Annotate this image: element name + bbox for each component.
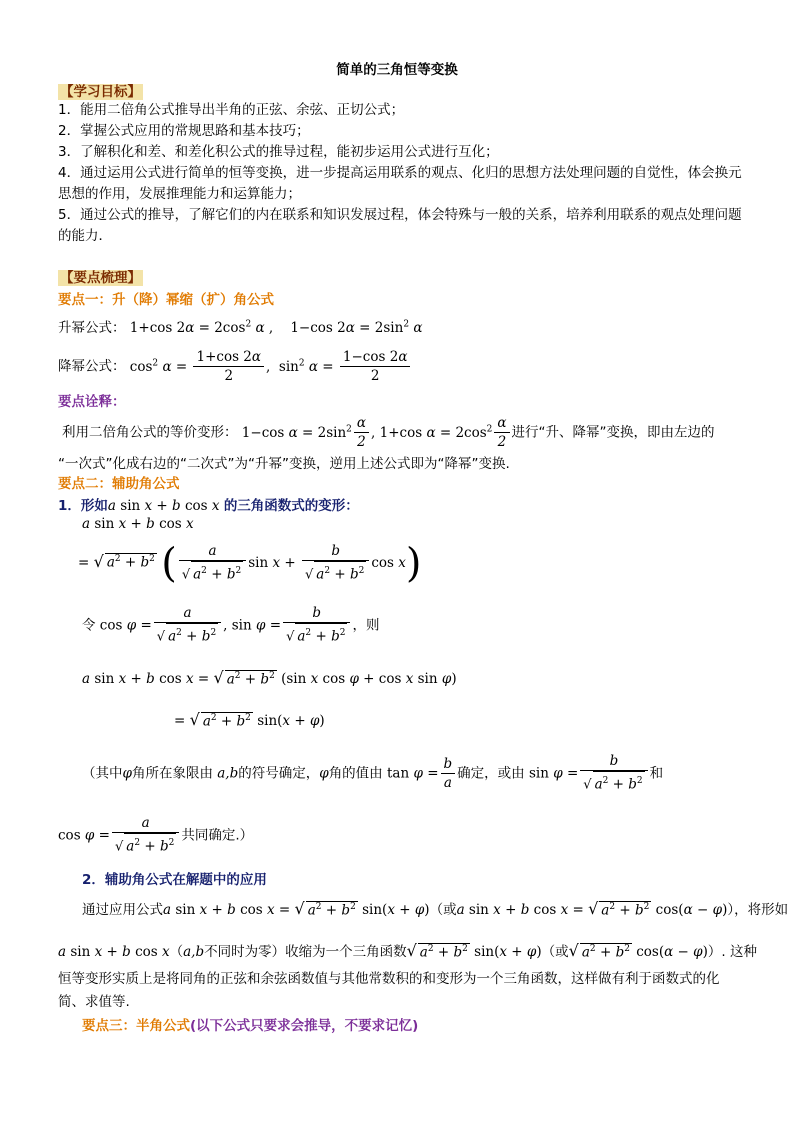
app-line1: 通过应用公式a sin x + b cos x = √ $a^2 + b^2$ sin(x + φ)（或a sin x + b cos x = √ $a^2 + b^2$ cos(α − φ)），将形如 bbox=[82, 899, 789, 918]
app-line2: a sin x + b cos x（a,b不同时为零）收缩为一个三角函数√ $a^2 + b^2$ sin(x + φ)（或√ $a^2 + b^2$ cos(α − φ)）. 这种 bbox=[58, 941, 757, 960]
sub2-heading: 2．辅助角公式在解题中的应用 bbox=[82, 872, 267, 888]
goal-item: 3．了解积化和差、和差化积公式的推导过程，能初步运用公式进行互化； bbox=[58, 144, 499, 160]
point3-heading: 要点三：半角公式(以下公式只要求会推导，不要求记忆) bbox=[82, 1018, 419, 1034]
raise-label: 升幂公式： bbox=[58, 320, 126, 336]
raise-formula: 升幂公式： 1+cos $2\alpha = 2\cos^2$ α , 1−cos $2\alpha = 2\sin^2$ α bbox=[58, 319, 423, 336]
note-line1: （其中φ角所在象限由 a,b的符号确定，φ角的值由 tan φ = $\frac{b}{a}$ 确定，或由 sin φ = $\frac{b}{√ a^2 + b^2}$ 和 bbox=[82, 753, 664, 793]
point1-heading: 要点一：升（降）幂缩（扩）角公式 bbox=[58, 292, 274, 308]
goals-list bbox=[58, 100, 742, 247]
goal-item: 2．掌握公式应用的常规思路和基本技巧； bbox=[58, 123, 310, 139]
eq-line2: = √ $a^2 + b^2$ ( $\frac{a}{√ a^2 + b^2}$ sin x + $\frac{b}{√ a^2 + b^2}$ cos x) bbox=[78, 540, 422, 587]
goal-item: 1．能用二倍角公式推导出半角的正弦、余弦、正切公式； bbox=[58, 102, 405, 118]
eq-line4: = √ $a^2 + b^2$ sin(x + φ) bbox=[174, 710, 325, 729]
lower-label: 降幂公式： bbox=[58, 358, 126, 375]
page-title: 简单的三角恒等变换 bbox=[336, 62, 458, 78]
explain-heading: 要点诠释： bbox=[58, 394, 126, 410]
goals-heading: 【学习目标】 bbox=[60, 84, 141, 100]
eq-line3: a sin x + b cos x = √ $a^2 + b^2$ (sin x cos φ + cos x sin φ) bbox=[82, 668, 457, 687]
eq-line1: a sin x + b cos x bbox=[82, 516, 194, 532]
eq-let: 令 cos φ = $\frac{a}{√ a^2 + b^2}$ , sin φ = $\frac{b}{√ a^2 + b^2}$ ，则 bbox=[82, 605, 380, 645]
lower-formula: 降幂公式： $\cos^2 \alpha$ = $\frac{1+\cos 2\alpha}{2}$ , $\sin^2 \alpha$ = $\frac{1-\cos 2\alpha}{2}$ bbox=[58, 348, 412, 385]
note-line2: cos φ = $\frac{a}{√ a^2 + b^2}$ 共同确定.） bbox=[58, 815, 254, 855]
explain-line2: “一次式”化成右边的“二次式”为“升幂”变换，逆用上述公式即为“降幂”变换. bbox=[58, 456, 510, 472]
goal-item: 5．通过公式的推导，了解它们的内在联系和知识发展过程，体会特殊与一般的关系，培养利用联系的观点处理问题的能力． bbox=[58, 207, 742, 244]
explain-line1: 利用二倍角公式的等价变形： 1−cos $\alpha = 2\sin^2$ $\frac{\alpha}{2}$ , 1+cos $\alpha = 2\cos^2$ $\frac{\alpha}{2}$ 进行“升、降幂”变换，即由左边的 bbox=[62, 415, 715, 450]
goal-item: 4．通过运用公式进行简单的恒等变换，进一步提高运用联系的观点、化归的思想方法处理问题的自觉性，体会换元思想的作用，发展推理能力和运算能力； bbox=[58, 165, 742, 202]
app-line3: 恒等变形实质上是将同角的正弦和余弦函数值与其他常数积的和变形为一个三角函数，这样做有利于函数式的化简、求值等. bbox=[58, 971, 720, 1010]
point2-heading: 要点二：辅助角公式 bbox=[58, 476, 180, 492]
sub1-heading: 1．形如a sin x + b cos x 的三角函数式的变形： bbox=[58, 498, 359, 514]
summary-heading: 【要点梳理】 bbox=[60, 270, 141, 286]
